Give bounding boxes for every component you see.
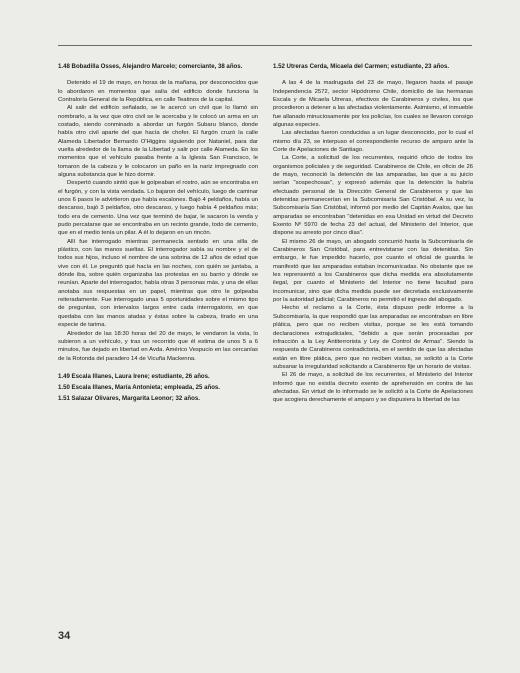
case-paragraph: Detenido el 19 de mayo, en horas de la mañana, por desconocidos que lo abordaron en momentos que salía del edificio donde funciona la Contraloría General de la República, en calle Teatinos de la capital. bbox=[58, 80, 258, 103]
case-paragraph: Hecho el reclamo a la Corte, ésta dispuso pedir informe a la Subcomisaría, la que respondió que las amparadas se encontraban en libre plática, pero que no reciben visitas, porque se les está tomando declaraciones extrajudiciales, "debido a que serán procesadas por infracción a la Ley Antiterrorista y Ley de Control de Armas". Siendo la respuesta de Carabineros contradictoria, en el sentido de que las afectadas están en libre plática, pero que no reciben visitas, se solicitó a la Corte subsanar la irregularidad solicitando a Carabineros fije un horario de visitas. bbox=[273, 305, 473, 370]
case-paragraph: Al salir del edificio señalado, se le acercó un civil que lo llamó sin nombrarlo, a la vez que otro civil se le acercaba y le colocó un arma en un costado, siendo conminado a abordar un furgón Subaru blanco, donde había otro civil aparte del que hacía de chofer. El furgón cruzó la calle Alameda Libertador Bernardo O'Higgins siguiendo por Nataniel, para dar vuelta alrededor de la llama de la Libertad y salir por calle Alameda. En los momentos que el vehículo pasaba frente a la Iglesia San Francisco, le tomaron de la cabeza y le colocaron un paño en la nariz impregnado con alguna substancia que le hizo dormir. bbox=[58, 105, 258, 178]
case-entry-1-51: 1.51 Salazar Olivares, Margarita Leonor; 32 años. bbox=[58, 395, 200, 403]
case-paragraph: El mismo 26 de mayo, un abogado concurrió hasta la Subcomisaría de Carabineros San Cristóbal, para entrevistarse con las detenidas. Sin embargo, le fue impedido hacerlo, por cuanto el oficial de guardia le manifestó que las amparadas estaban incomunicadas. No obstante que se les reprensentó a los Carabineros que dicha medida era absolutamente ilegal, por cuanto el Ministerio del Interior no tiene facultad para incomunicar, sino que dicha medida puede ser decretada exclusivamente por la autoridad judicial; Carabineros no permitió el ingreso del abogado. bbox=[273, 238, 473, 304]
case-paragraph: A las 4 de la madrugada del 23 de mayo, llegaron hasta el pasaje Independencia 2572, sector Hipódromo Chile, domicilio de las hermanas Escala y de Micaela Utreras, efectivos de Carabineros y civiles, los que procedieron a detener a las afectadas violentamente. Asimismo, el inmueble fue allanado minuciosamente por los policías, los cuales se llevaron consigo algunas especies. bbox=[273, 80, 473, 128]
case-paragraph: El 26 de mayo, a solicitud de los recurrentes, el Ministerio del Interior informó que no existía decreto exento de aprehensión en contra de las afectadas. En virtud de lo informado se le solicitó a la Corte de Apelaciones que acogiera derechamente el amparo y se dispusiera la libertad de las bbox=[273, 372, 473, 404]
case-entry-1-49: 1.49 Escala Illanes, Laura Irene; estudiante, 26 años. bbox=[58, 372, 210, 380]
case-paragraph: Despertó cuando sintió que le golpeaban el rostro, aún se encontraba en el furgón, y con la vista vendada. Lo bajaron del vehículo, luego de caminar unos 6 pasos le advirtieron que había escalones. Bajó 4 peldaños, había un descanso, bajó 3 peldaños, otro descanso, y luego había 4 peldaños más; todo era de cemento. Una vez que terminó de bajar, le sacaron la venda y pudo percatarse que se encontraba en un recinto grande, todo de cemento, que en el medio tenía un pilar. A él lo dejaron en un rincón. bbox=[58, 180, 258, 237]
case-paragraph: La Corte, a solicitud de los recurrentes, requirió oficio de todos los organismos policiales y de seguridad. Carabineros de Chile, en oficio de 26 de mayo, reconoció la detención de las amparadas, las que a su juicio serían "sospechosas", y expresó además que la detención la habría efectuado personal de la Dirección General de Carabineros y que las detenidas permanecerían en la Subcomisaría San Cristóbal. A su vez, la Subcomisaría San Cristóbal, informó por medio del Capitán Avalos, que las amparadas se encontraban "detenidas en esa Unidad en virtud del Decreto Exento Nº 5970 de fecha 23 del actual, del Ministerio del Interior, que dispone su arresto por cinco días". bbox=[273, 155, 473, 237]
case-paragraph: Allí fue interrogado mientras permanecía sentado en una silla de plástico, con las manos sueltas. El interrogador sabía su nombre y el de todos sus hijos, incluso el nombre de una sobrina de 12 años de edad que vive con él. Le preguntó qué hacía en las noches, con quién se juntaba, a dónde iba, sobre quién organizaba las protestas en su barrio y dónde se reunían. Aparte del interrogador, había otras 3 personas más, y una de ellas anotaba sus respuestas en un papel, mientras que otro le golpeaba reiteradamente. Fue interrogado unas 5 oportunidades sobre el mismo tipo de preguntas, con intervalos largos entre cada interrogatorio, en que quedaba con las manos atadas y éstas sobre la cabeza, tirado en una especie de tarima. bbox=[58, 238, 258, 329]
case-heading-1-52: 1.52 Utreras Cerda, Micaela del Carmen; estudiante, 23 años. bbox=[273, 63, 450, 70]
right-column bbox=[273, 63, 473, 405]
case-entry-list bbox=[58, 373, 258, 404]
header-rule bbox=[58, 45, 472, 46]
case-heading-1-48: 1.48 Bobadilla Osses, Alejandro Marcelo; comerciante, 38 años. bbox=[58, 63, 243, 70]
left-column bbox=[58, 63, 258, 407]
case-paragraph: Las afectadas fueron conducidas a un lugar desconocido, por lo cual el mismo día 23, se interpuso el correspondiente recurso de amparo ante la Corte de Apelaciones de Santiago. bbox=[273, 130, 473, 153]
case-paragraph: Alrededor de las 18:30 horas del 20 de mayo, le vendaron la vista, lo subieron a un vehículo, y tras un recorrido que él estima de unos 5 a 6 minutos, fue dejado en libertad en Avda. Américo Vespucio en las cercanías de la Rotonda del paradero 14 de Vicuña Mackenna. bbox=[58, 330, 258, 362]
case-entry-1-50: 1.50 Escala Illanes, María Antonieta; empleada, 25 años. bbox=[58, 384, 221, 392]
page-number: 34 bbox=[58, 630, 71, 642]
